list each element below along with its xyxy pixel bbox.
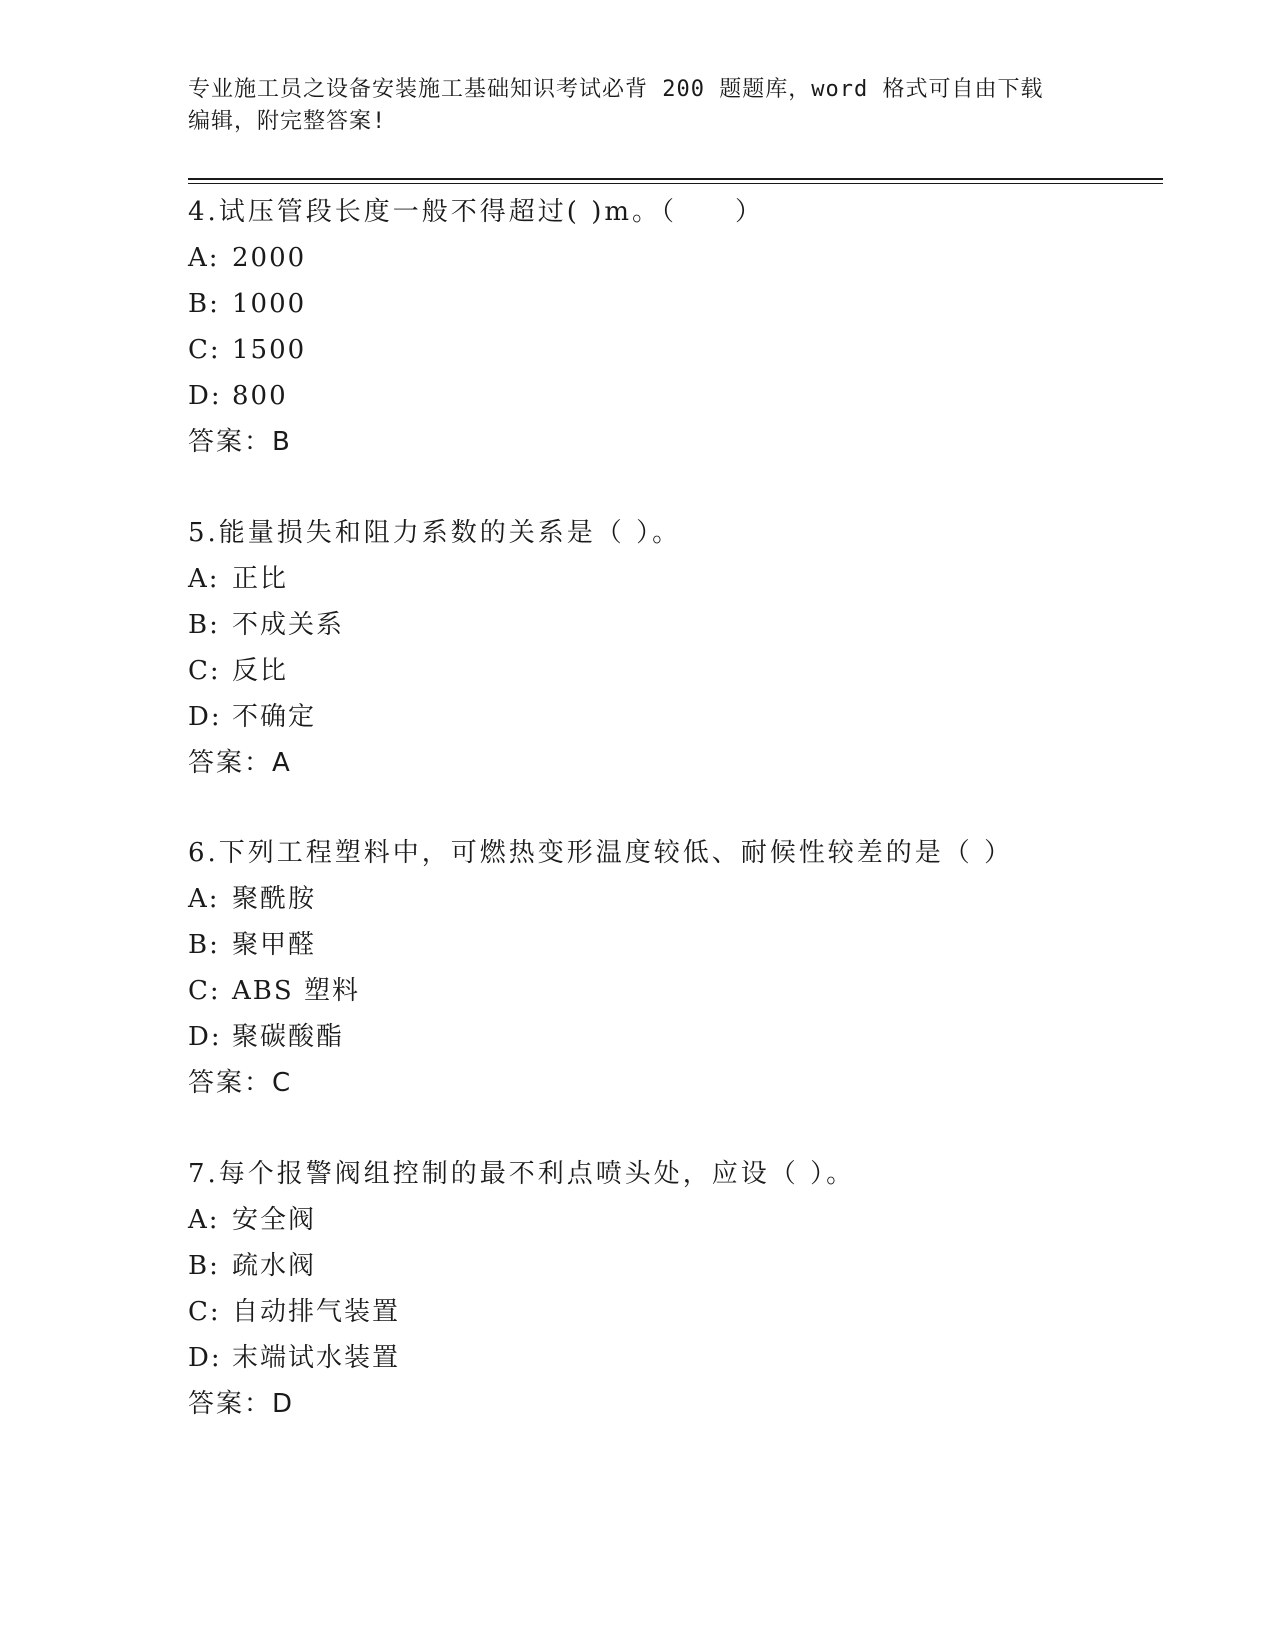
option-letter: A: — [188, 243, 220, 273]
option-c — [188, 335, 1168, 381]
option-text: 正比 — [232, 564, 289, 594]
option-a — [188, 243, 1168, 289]
option-letter: B: — [188, 289, 220, 319]
answer-line: 答案：B — [188, 427, 292, 457]
option-d — [188, 702, 1168, 748]
question-block — [188, 1159, 1168, 1435]
option-text: ABS 塑料 — [232, 976, 360, 1006]
option-text: 不成关系 — [232, 610, 345, 640]
header-divider-thick — [188, 178, 1163, 180]
question-stem: 4.试压管段长度一般不得超过( )m。（ ） — [188, 197, 765, 227]
option-text: 安全阀 — [232, 1205, 317, 1235]
option-text: 疏水阀 — [232, 1251, 317, 1281]
question-stem: 7.每个报警阀组控制的最不利点喷头处，应设（ ）。 — [188, 1159, 856, 1189]
option-letter: C: — [188, 1297, 221, 1327]
option-letter: B: — [188, 930, 220, 960]
option-letter: A: — [188, 564, 220, 594]
option-text: 聚碳酸酯 — [232, 1022, 345, 1052]
option-a — [188, 1205, 1168, 1251]
question-block — [188, 518, 1168, 794]
option-b — [188, 289, 1168, 335]
answer-line: 答案：A — [188, 748, 292, 778]
option-b — [188, 610, 1168, 656]
option-text: 聚甲醛 — [232, 930, 317, 960]
option-letter: D: — [188, 1022, 222, 1052]
option-text: 末端试水装置 — [232, 1343, 401, 1373]
option-letter: C: — [188, 335, 221, 365]
header-divider-thin — [188, 183, 1163, 184]
document-header — [188, 74, 1088, 138]
option-text: 自动排气装置 — [232, 1297, 401, 1327]
option-letter: C: — [188, 656, 221, 686]
question-stem: 6.下列工程塑料中，可燃热变形温度较低、耐候性较差的是（ ） — [188, 838, 1014, 868]
option-b — [188, 1251, 1168, 1297]
option-letter: B: — [188, 610, 220, 640]
option-text: 反比 — [232, 656, 289, 686]
option-d — [188, 1022, 1168, 1068]
question-block — [188, 838, 1168, 1114]
option-text: 聚酰胺 — [232, 884, 317, 914]
option-b — [188, 930, 1168, 976]
option-letter: A: — [188, 1205, 220, 1235]
option-text: 不确定 — [232, 702, 317, 732]
option-c — [188, 976, 1168, 1022]
question-stem: 5.能量损失和阻力系数的关系是（ ）。 — [188, 518, 682, 548]
option-letter: A: — [188, 884, 220, 914]
option-d — [188, 1343, 1168, 1389]
option-letter: D: — [188, 1343, 222, 1373]
option-text: 1000 — [232, 289, 307, 319]
question-block — [188, 197, 1168, 473]
header-line-2: 编辑，附完整答案! — [188, 109, 387, 134]
option-a — [188, 884, 1168, 930]
option-text: 800 — [232, 381, 288, 411]
answer-line: 答案：D — [188, 1389, 295, 1419]
option-letter: B: — [188, 1251, 220, 1281]
option-c — [188, 1297, 1168, 1343]
option-letter: D: — [188, 702, 222, 732]
option-c — [188, 656, 1168, 702]
option-letter: D: — [188, 381, 222, 411]
option-letter: C: — [188, 976, 221, 1006]
option-text: 2000 — [232, 243, 307, 273]
option-a — [188, 564, 1168, 610]
header-line-1: 专业施工员之设备安装施工基础知识考试必背 200 题题库，word 格式可自由下载 — [188, 77, 1044, 102]
answer-line: 答案：C — [188, 1068, 293, 1098]
option-text: 1500 — [232, 335, 307, 365]
option-d — [188, 381, 1168, 427]
